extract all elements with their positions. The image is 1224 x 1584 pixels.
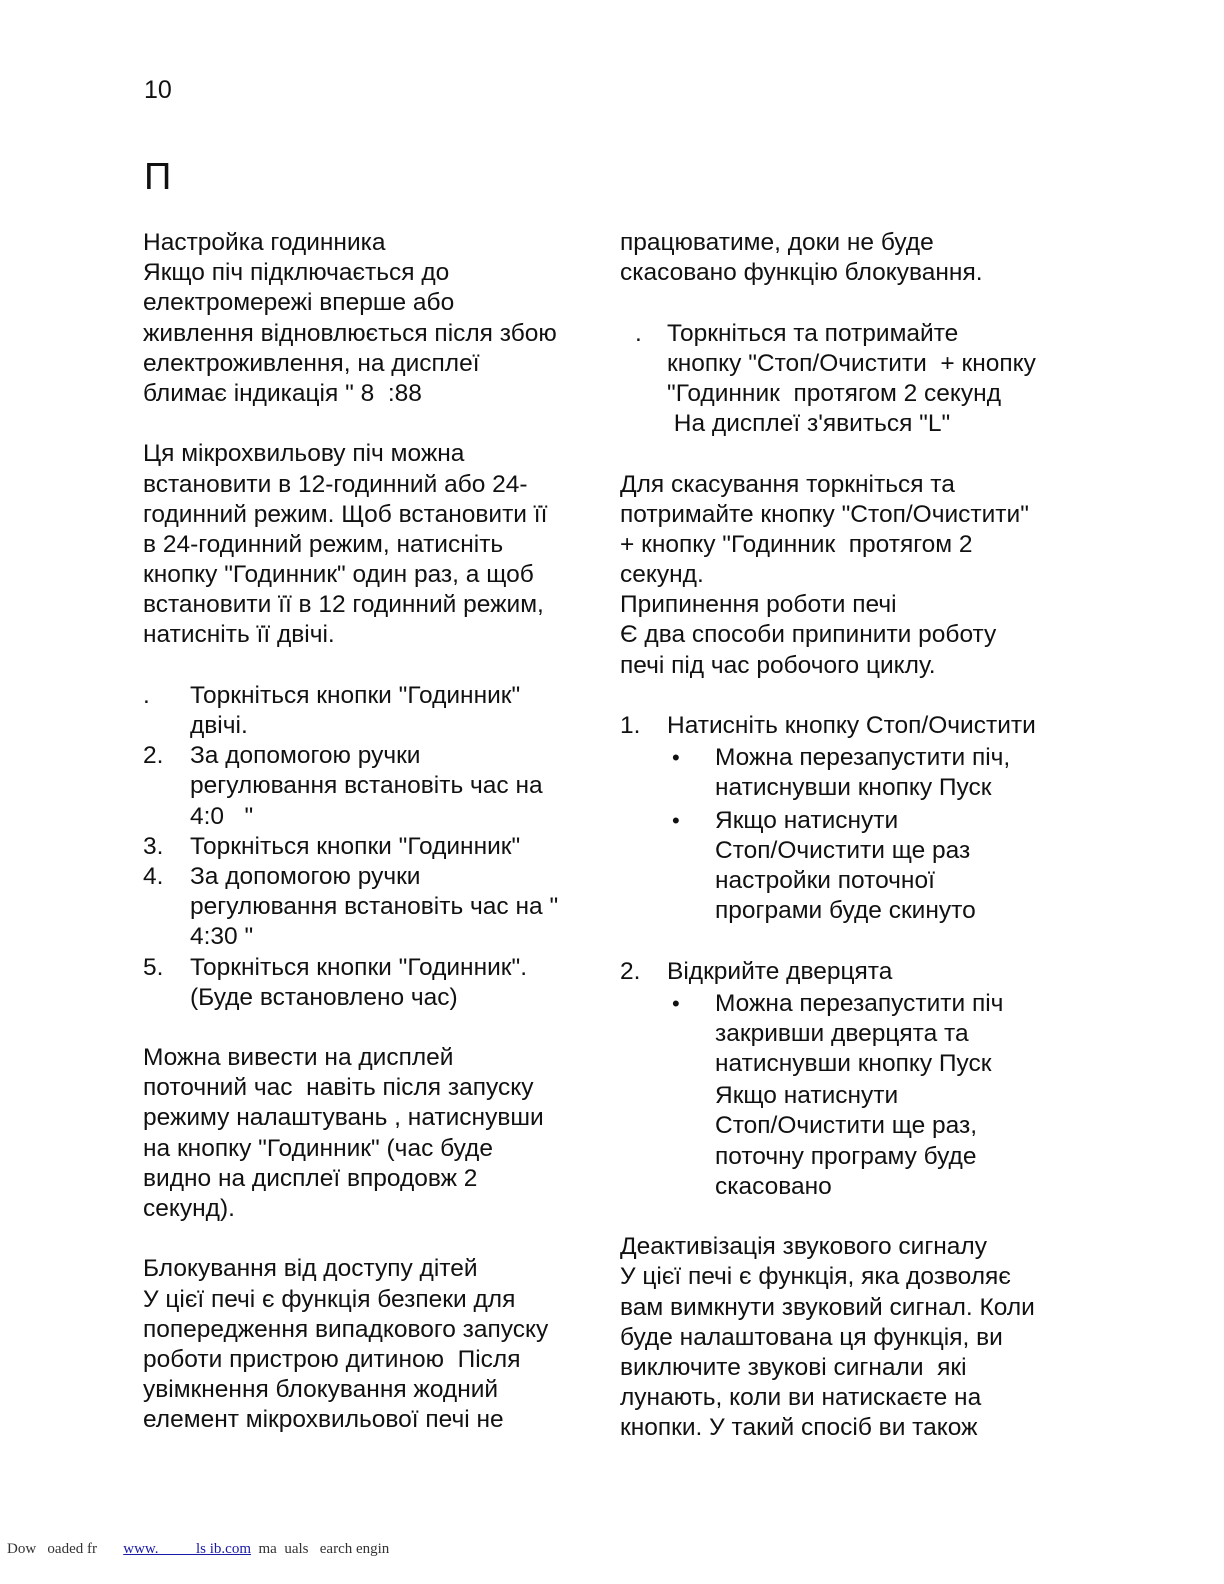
text-line: виключите звукові сигнали які [620,1353,967,1381]
text-line: електромережі вперше або [143,289,455,317]
clock-title: Настройка годинника [143,229,386,256]
text-line: встановити її в 12 годинний режим, [143,591,544,619]
bullet-marker: • [672,990,680,1016]
list-marker: . [143,681,150,709]
text-line: буде налаштована ця функція, ви [620,1323,1003,1351]
stop-title: Припинення роботи печі [620,591,897,619]
text-line: Є два способи припинити роботу [620,621,997,649]
text-line: За допомогою ручки [190,862,421,890]
bullet-item [620,743,1090,803]
clock-steps-list [143,681,603,1013]
bullet-item [620,806,1090,927]
text-line: Стоп/Очистити ще раз, [715,1112,978,1140]
page-heading: П [144,156,172,198]
text-line: 4:0 " [190,802,254,830]
bullet-marker: • [672,745,680,771]
list-item [620,711,1090,741]
list-item [143,832,603,862]
footer-link[interactable]: www. ls ib.com [123,1541,252,1557]
child-lock-title: Блокування від доступу дітей [143,1255,478,1283]
text-line: Торкніться та потримайте [667,319,959,347]
text-line: Торкніться кнопки "Годинник" [190,681,521,709]
list-marker: 4. [143,862,164,890]
text-line: секунд). [143,1195,235,1222]
text-line: живлення відновлюється після збою [143,319,557,347]
text-line: Якщо піч підключається до [143,259,450,287]
text-line: годинний режим. Щоб встановити її [143,500,548,528]
text-line: натиснувши кнопку Пуск [715,1050,992,1078]
text-line: регулювання встановіть час на " [190,893,559,921]
text-line: (Буде встановлено час) [190,983,458,1011]
bullet-continuation [620,1081,1090,1202]
download-footer [7,1541,389,1558]
list-marker: 1. [620,712,641,739]
text-line: Торкніться кнопки "Годинник" [190,832,521,860]
text-line: Відкрийте дверцята [667,957,893,985]
text-line: Натисніть кнопку Стоп/Очистити [667,712,1036,739]
text-line: Торкніться кнопки "Годинник". [190,953,528,981]
text-line: на кнопку "Годинник" (час буде [143,1134,493,1162]
text-line: попередження випадкового запуску [143,1315,549,1343]
text-line: Ця мікрохвильову піч можна [143,440,465,468]
text-line: поточну програму буде [715,1142,977,1170]
page-number: 10 [144,76,172,104]
text-line: програми буде скинуто [715,897,976,925]
list-marker: 3. [143,832,164,860]
list-item [620,319,1090,440]
spacer [620,1202,1090,1232]
text-line: видно на дисплеї впродовж 2 [143,1164,478,1192]
text-line: натиснувши кнопку Пуск [715,774,992,802]
continued-paragraph [620,228,1090,288]
spacer [620,681,1090,711]
text-line: Якщо натиснути [715,806,899,834]
text-line: вам вимкнути звуковий сигнал. Коли [620,1293,1035,1321]
text-line: двічі. [190,712,248,739]
spacer [143,1013,603,1043]
text-line: Для скасування торкніться та [620,470,955,498]
sound-title: Деактивізація звукового сигналу [620,1233,987,1261]
text-line: лунають, коли ви натискаєте на [620,1384,982,1412]
bullet-marker: • [672,807,680,833]
text-line: натисніть її двічі. [143,621,335,649]
text-line: електроживлення, на дисплеї [143,349,480,377]
text-line: кнопку "Стоп/Очистити + кнопку [667,349,1036,377]
child-lock-paragraph [143,1285,603,1436]
right-column [620,228,1090,1444]
left-column [143,228,603,1436]
text-line: закривши дверцята та [715,1019,969,1047]
cancel-paragraph [620,470,1090,591]
text-line: встановити в 12-годинний або 24- [143,470,528,498]
text-line: За допомогою ручки [190,742,421,770]
text-line: У цієї печі є функція безпеки для [143,1285,516,1313]
list-marker: . [635,319,642,347]
list-item [143,953,603,1013]
spacer [143,1224,603,1254]
text-line: печі під час робочого циклу. [620,651,936,679]
stop-paragraph [620,620,1090,680]
text-line: У цієї печі є функція, яка дозволяє [620,1263,1011,1291]
text-line: Можна перезапустити піч [715,989,1004,1017]
list-item [143,741,603,832]
display-paragraph [143,1043,603,1224]
sound-paragraph [620,1262,1090,1443]
list-item [143,862,603,953]
text-line: скасовано функцію блокування. [620,259,983,287]
text-line: скасовано [715,1172,832,1200]
spacer [143,409,603,439]
text-line: Можна перезапустити піч, [715,744,1011,772]
text-line: Стоп/Очистити ще раз [715,836,971,864]
text-line: Якщо натиснути [715,1082,899,1110]
text-line: елемент мікрохвильової печі не [143,1406,504,1434]
text-line: Можна вивести на дисплей [143,1044,454,1072]
text-line: + кнопку "Годинник протягом 2 [620,530,973,558]
text-line: роботи пристрою дитиною Після [143,1345,521,1373]
text-line: секунд. [620,561,704,589]
list-item [143,681,603,741]
spacer [143,651,603,681]
text-line: регулювання встановіть час на [190,772,543,800]
text-line: режиму налаштувань , натиснувши [143,1104,544,1132]
text-line: На дисплеї з'явиться "L" [667,410,951,438]
list-marker: 2. [620,957,641,985]
text-line: в 24-годинний режим, натисніть [143,530,504,558]
text-line: настройки поточної [715,866,935,894]
footer-suffix: ma uals earch engin [251,1541,390,1557]
list-marker: 5. [143,953,164,981]
text-line: "Годинник протягом 2 секунд [667,379,1001,407]
text-line: потримайте кнопку "Стоп/Очистити" [620,500,1029,528]
spacer [620,288,1090,318]
list-marker: 2. [143,742,164,770]
spacer [620,926,1090,956]
spacer [620,439,1090,469]
bullet-item [620,989,1090,1080]
text-line: працюватиме, доки не буде [620,229,934,256]
text-line: блимає індикація " 8 :88 [143,379,422,407]
text-line: увімкнення блокування жодний [143,1376,499,1404]
text-line: поточний час навіть після запуску [143,1074,534,1102]
mode-paragraph [143,439,603,650]
text-line: кнопки. У такий спосіб ви також [620,1414,978,1442]
text-line: кнопку "Годинник" один раз, а щоб [143,561,534,589]
clock-intro [143,258,603,409]
list-item [620,957,1090,987]
footer-prefix: Dow oaded fr [7,1541,124,1557]
text-line: 4:30 " [190,923,254,951]
